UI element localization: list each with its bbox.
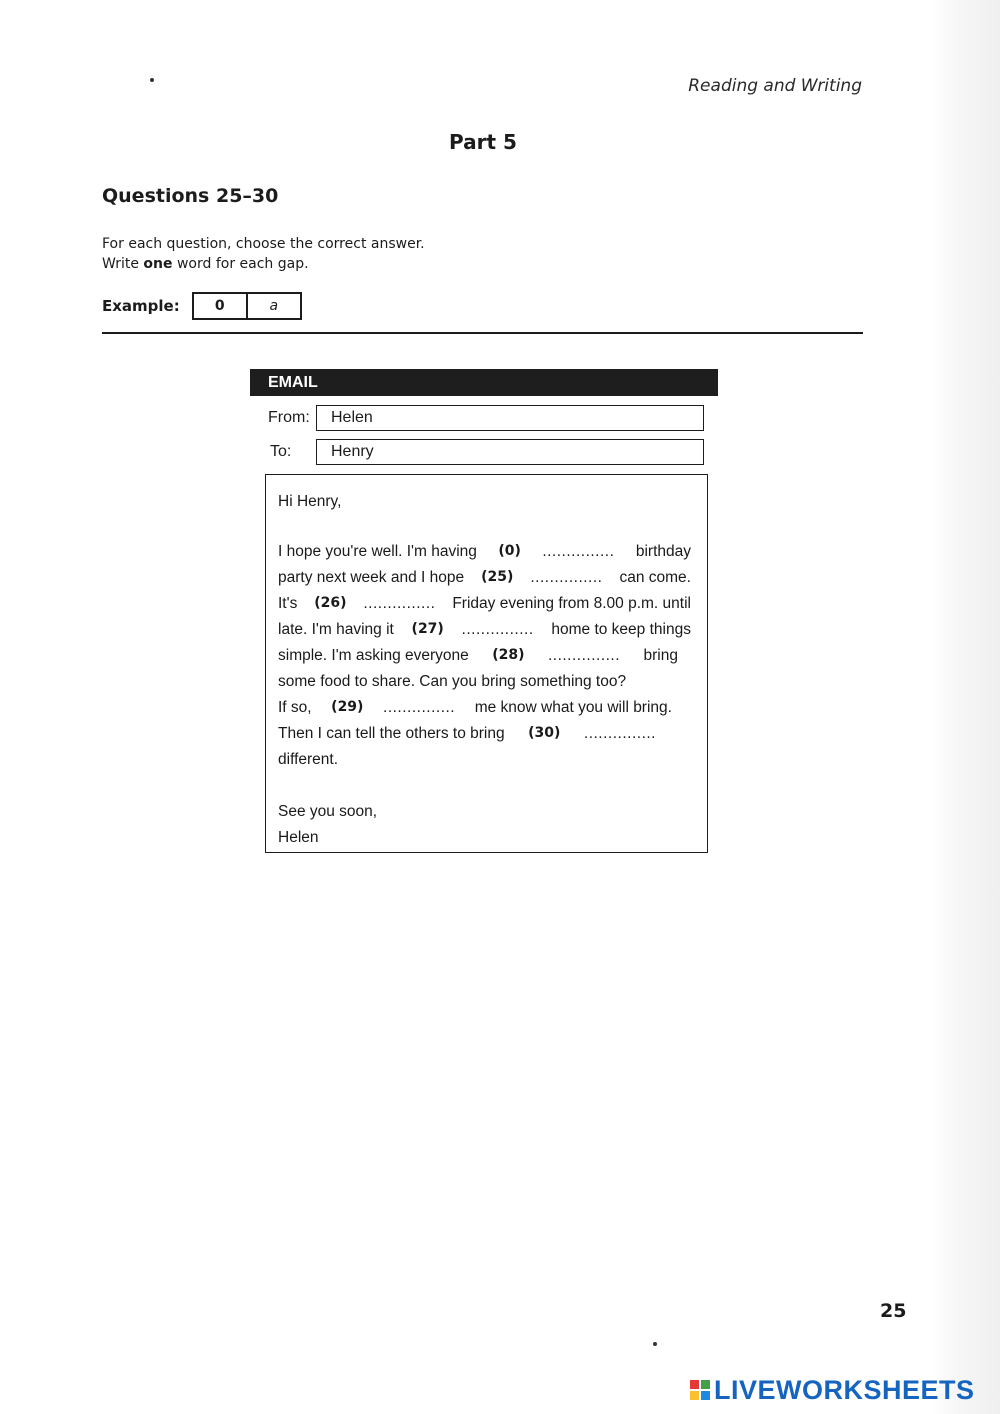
scan-speck — [150, 78, 154, 82]
page-number: 25 — [880, 1300, 907, 1322]
email-line: different. — [278, 751, 339, 768]
example-box — [192, 292, 302, 320]
questions-title: Questions 25–30 — [102, 185, 279, 207]
email-header: EMAIL — [250, 369, 718, 396]
email-closing: See you soon, — [278, 803, 378, 820]
gap-label: (30) — [528, 725, 561, 741]
gap-blank: ............... — [383, 699, 456, 716]
email-body — [265, 474, 708, 853]
gap-label: (26) — [314, 595, 347, 611]
gap-blank: ............... — [547, 647, 621, 664]
email-line: some food to share. Can you bring something too? — [278, 673, 627, 690]
example-label: Example: — [102, 297, 180, 315]
email-greeting: Hi Henry, — [278, 493, 342, 510]
email-line: I hope you're well. I'm having (0) ............... birthday — [278, 543, 691, 560]
gap-label: (25) — [481, 569, 514, 585]
gap-blank: ............... — [542, 543, 615, 560]
gap-blank: ............... — [583, 725, 656, 742]
gap-label: (28) — [492, 647, 525, 663]
email-signature: Helen — [278, 829, 319, 846]
email-line: simple. I'm asking everyone (28) ............... bring — [278, 647, 678, 664]
email-line: Then I can tell the others to bring (30) ............... — [278, 725, 656, 742]
from-label: From: — [268, 409, 310, 426]
gap-blank: ............... — [461, 621, 534, 638]
to-field: Henry — [316, 439, 704, 465]
email-line: late. I'm having it (27) ............... home to keep things — [278, 621, 691, 638]
gap-label: (29) — [331, 699, 364, 715]
instruction-line-2: Write one word for each gap. — [102, 256, 309, 272]
liveworksheets-logo-icon — [690, 1380, 710, 1400]
example-answer: a — [269, 298, 279, 314]
email-line: It's (26) ............... Friday evening from 8.00 p.m. until — [278, 595, 691, 612]
email-line: If so, (29) ............... me know what you will bring. — [278, 699, 672, 716]
scan-shadow-edge — [932, 0, 1000, 1414]
section-divider — [102, 332, 863, 334]
liveworksheets-watermark — [690, 1373, 975, 1407]
scan-speck — [653, 1342, 657, 1346]
gap-blank: ............... — [363, 595, 436, 612]
instruction-line-1: For each question, choose the correct answer. — [102, 236, 425, 252]
gap-label: (0) — [498, 543, 521, 559]
from-field: Helen — [316, 405, 704, 431]
running-head: Reading and Writing — [688, 76, 862, 96]
part-title: Part 5 — [449, 130, 517, 154]
gap-label: (27) — [411, 621, 444, 637]
gap-blank: ............... — [530, 569, 603, 586]
to-row — [266, 439, 706, 467]
to-label: To: — [270, 443, 292, 460]
example-row — [102, 292, 302, 320]
email-line: party next week and I hope (25) ............... can come. — [278, 569, 691, 586]
instructions — [102, 234, 425, 274]
example-number: 0 — [194, 294, 248, 318]
watermark-text: LIVEWORKSHEETS — [714, 1374, 975, 1405]
from-row — [266, 405, 706, 433]
